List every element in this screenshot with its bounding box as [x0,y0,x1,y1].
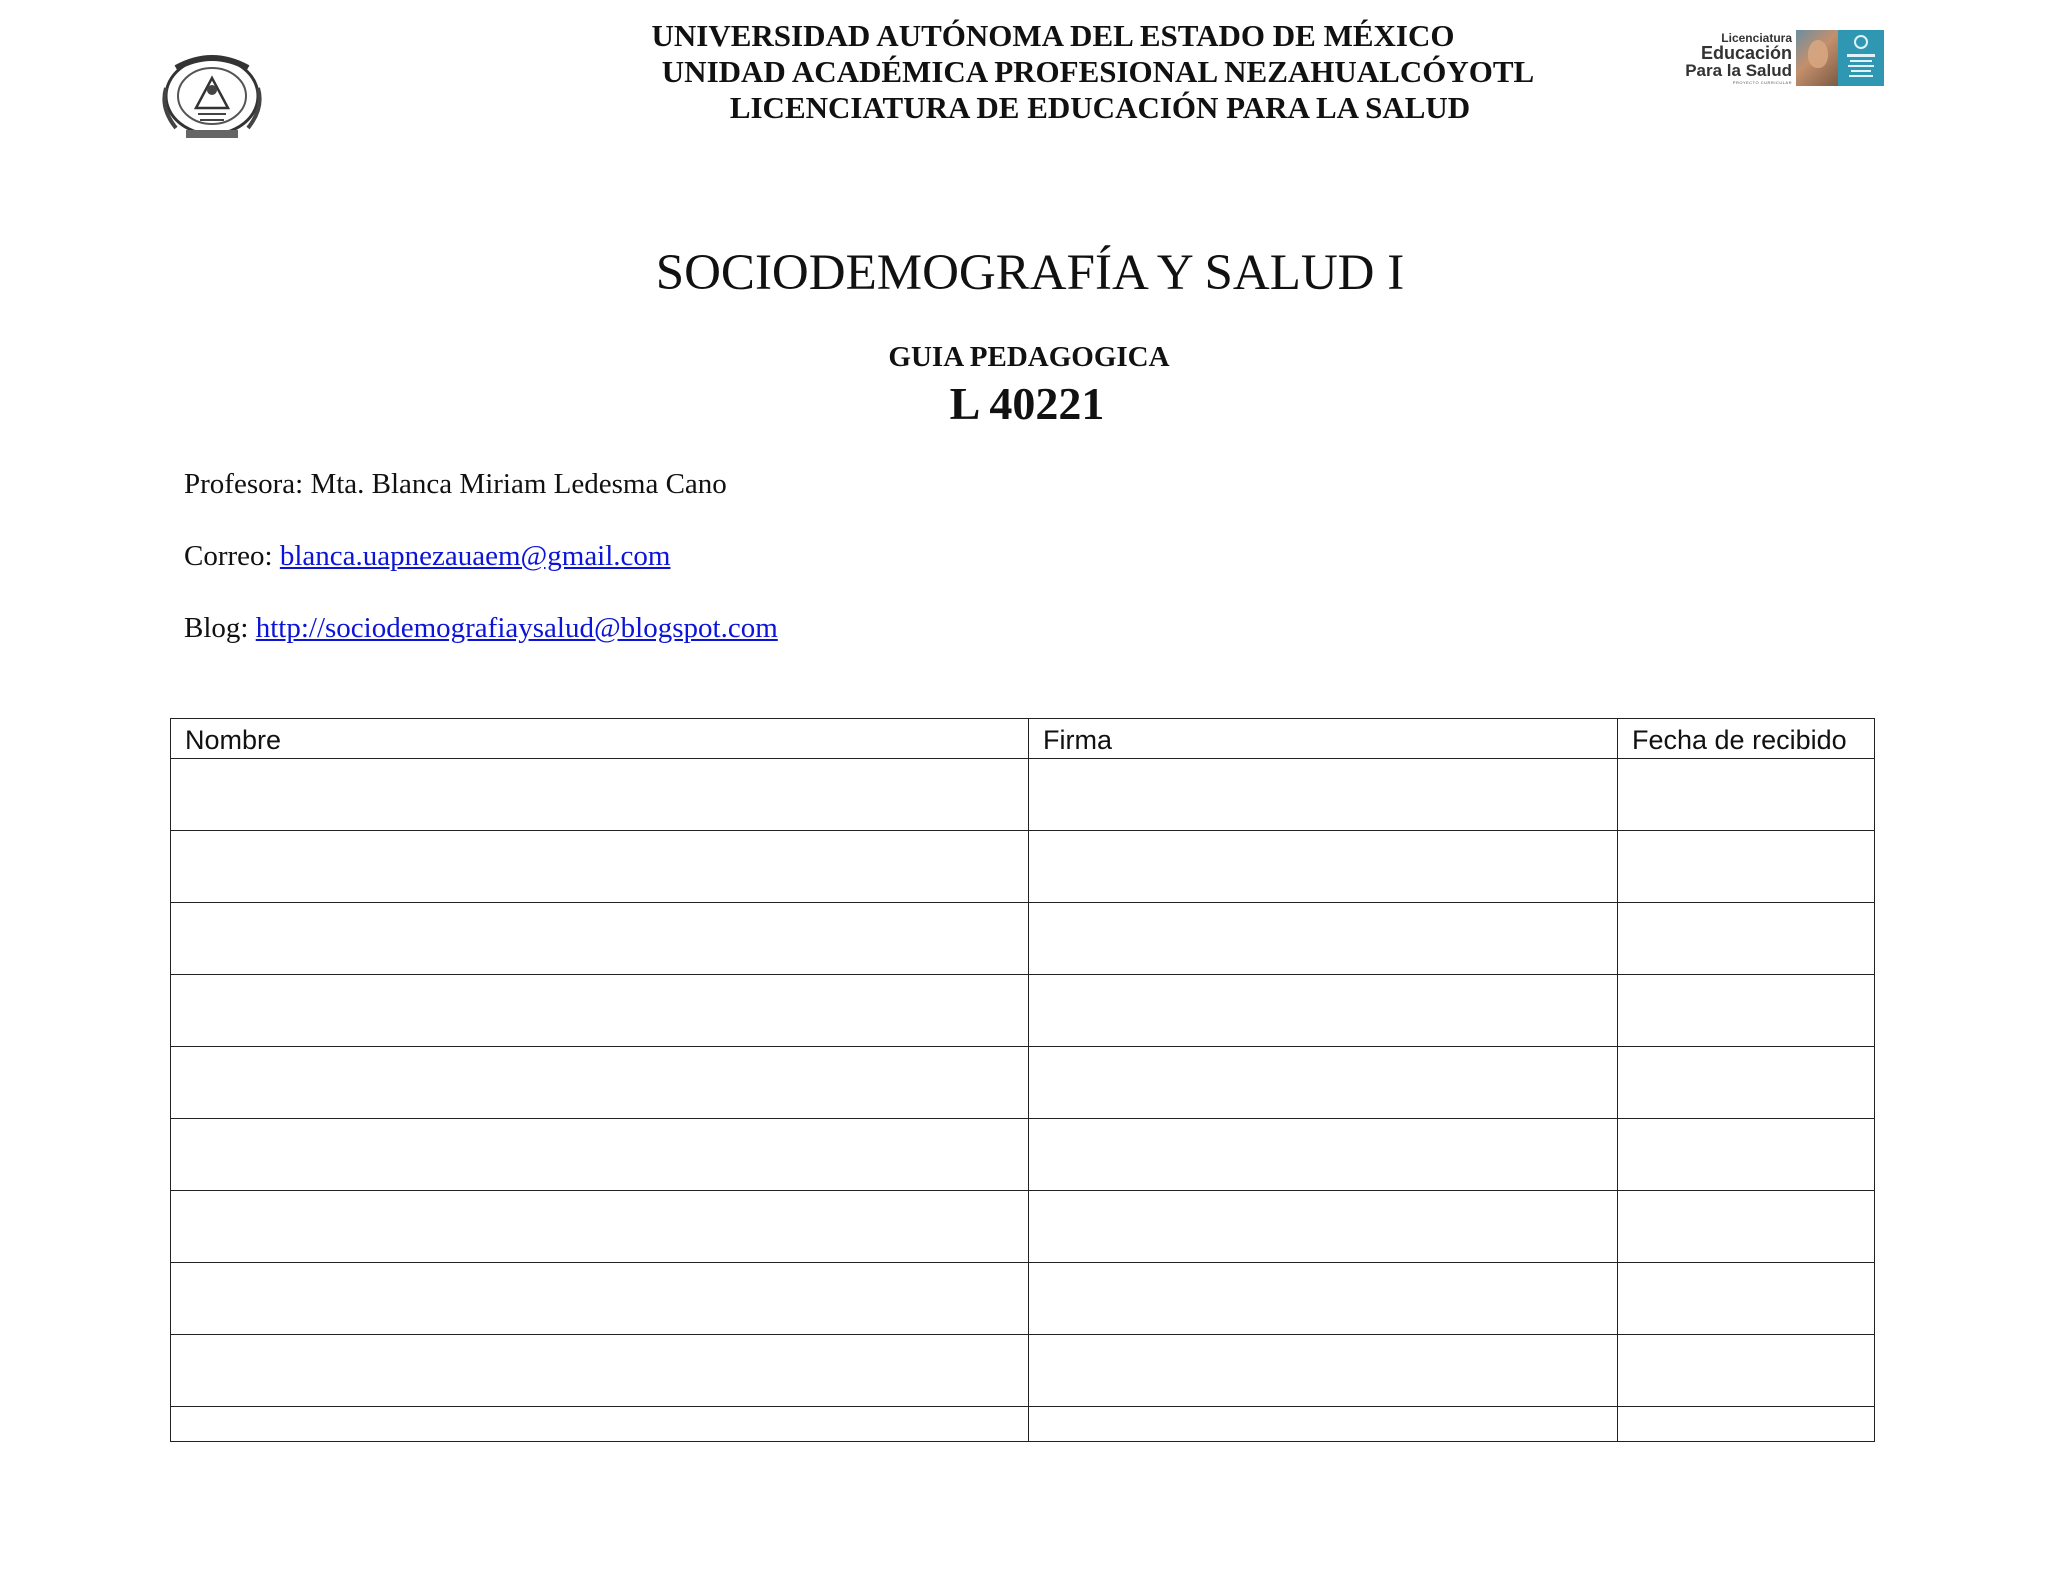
guide-label: GUIA PEDAGOGICA [888,341,1170,373]
table-header-row [171,719,1875,759]
cell-firma [1029,903,1618,975]
cell-fecha [1618,1335,1875,1407]
program-name: LICENCIATURA DE EDUCACIÓN PARA LA SALUD [729,90,1471,125]
cell-nombre [171,1119,1029,1191]
logo-panel [1838,30,1884,86]
email-link[interactable]: blanca.uapnezauaem@gmail.com [279,540,671,572]
professor-line [184,467,727,501]
university-name: UNIVERSIDAD AUTÓNOMA DEL ESTADO DE MÉXICO [651,18,1455,53]
table-row [171,1119,1875,1191]
cell-firma [1029,1407,1618,1442]
cell-firma [1029,1263,1618,1335]
cell-fecha [1618,903,1875,975]
table-row [171,1407,1875,1442]
logo-text [1668,30,1796,86]
cell-firma [1029,975,1618,1047]
cell-nombre [171,831,1029,903]
logo-line-4: PROYECTO CURRICULAR [1732,79,1792,85]
logo-line-3: Para la Salud [1685,60,1792,80]
header-fecha-de-recibido: Fecha de recibido [1618,719,1875,759]
blog-label: Blog: [184,612,256,644]
table-row [171,1047,1875,1119]
cell-firma [1029,759,1618,831]
email-line [184,539,670,573]
cell-firma [1029,1119,1618,1191]
logo-line-2: Educación [1700,42,1792,63]
email-label: Correo: [184,540,280,572]
cell-fecha [1618,1047,1875,1119]
header-nombre: Nombre [171,719,1029,759]
cell-fecha [1618,759,1875,831]
course-code: L 40221 [949,378,1105,429]
cell-nombre [171,1407,1029,1442]
cell-fecha [1618,831,1875,903]
table-row [171,1263,1875,1335]
cell-fecha [1618,975,1875,1047]
professor-label: Profesora: [184,468,311,500]
cell-nombre [171,1047,1029,1119]
header-firma: Firma [1029,719,1618,759]
cell-nombre [171,1191,1029,1263]
table-body [171,759,1875,1442]
cell-firma [1029,1191,1618,1263]
course-title: SOCIODEMOGRAFÍA Y SALUD I [655,245,1405,301]
cell-nombre [171,903,1029,975]
cell-fecha [1618,1119,1875,1191]
blog-link[interactable]: http://sociodemografiaysalud@blogspot.com [255,612,778,644]
cell-firma [1029,1047,1618,1119]
cell-nombre [171,1335,1029,1407]
cell-nombre [171,975,1029,1047]
table-row [171,1191,1875,1263]
cell-fecha [1618,1263,1875,1335]
table-row [171,1335,1875,1407]
table-row [171,975,1875,1047]
program-logo [1668,30,1884,86]
unit-emblem-icon [1839,32,1883,84]
cell-fecha [1618,1191,1875,1263]
blog-line [184,611,778,645]
logo-line-1: Licenciatura [1721,30,1792,45]
cell-nombre [171,759,1029,831]
table-row [171,831,1875,903]
academic-unit-name: UNIDAD ACADÉMICA PROFESIONAL NEZAHUALCÓYOTL [661,54,1535,89]
professor-name: Mta. Blanca Miriam Ledesma Cano [310,468,727,500]
cell-nombre [171,1263,1029,1335]
table-row [171,903,1875,975]
logo-photo [1796,30,1838,86]
signature-table [170,718,1875,1442]
cell-firma [1029,831,1618,903]
cell-firma [1029,1335,1618,1407]
cell-fecha [1618,1407,1875,1442]
table-row [171,759,1875,831]
